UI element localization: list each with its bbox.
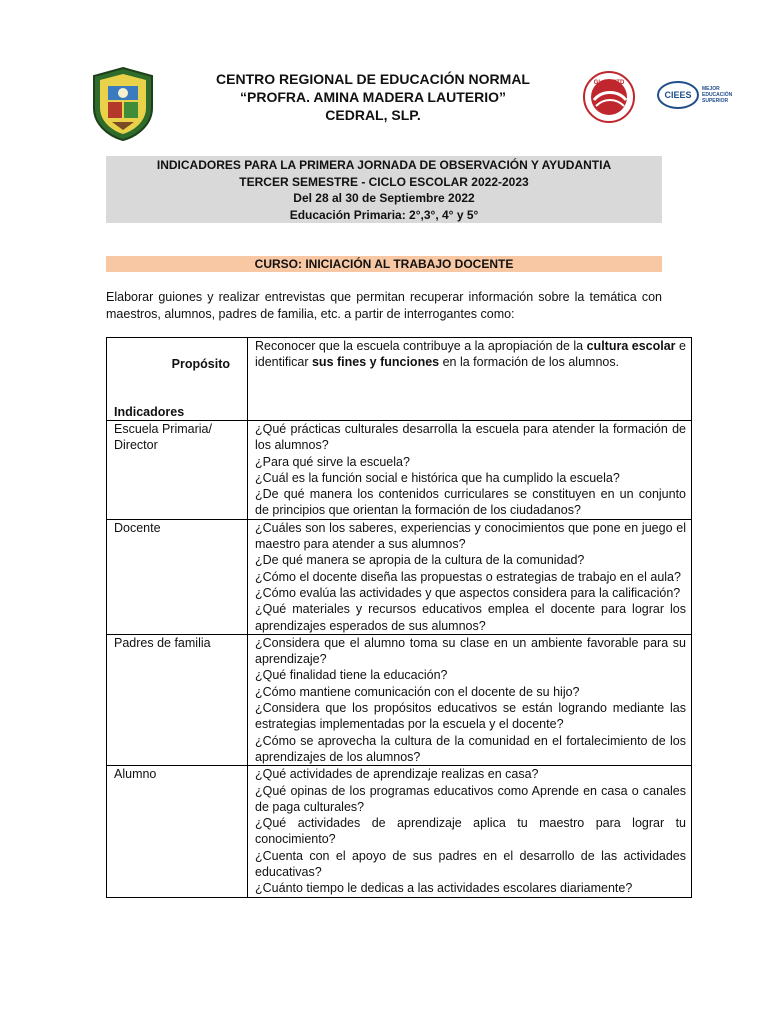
school-seal-icon — [90, 66, 156, 142]
indicators-line-3: Del 28 al 30 de Septiembre 2022 — [293, 191, 475, 205]
question: ¿Considera que el alumno toma su clase en un ambiente favorable para su aprendizaje? — [255, 635, 686, 667]
question: ¿Considera que los propósitos educativos se están logrando mediante las estrategias implementadas por la escuela y el docente? — [255, 701, 686, 732]
ciees-sub-3: SUPERIOR — [702, 98, 729, 104]
course-title: CURSO: INICIACIÓN AL TRABAJO DOCENTE — [106, 256, 662, 272]
question: ¿Cómo se aprovecha la cultura de la comunidad en el fortalecimiento de los aprendizajes de los alumnos? — [255, 733, 686, 764]
row-label: Alumno — [107, 766, 248, 897]
question: ¿Cuáles son los saberes, experiencias y conocimientos que pone en juego el maestro para atender a sus alumnos? — [255, 520, 686, 552]
row-label: Padres de familia — [107, 634, 248, 765]
indicators-line-2: TERCER SEMESTRE - CICLO ESCOLAR 2022-2023 — [239, 174, 529, 189]
document-header — [0, 0, 768, 140]
question: ¿Qué finalidad tiene la educación? — [255, 668, 448, 683]
indicators-line-1: INDICADORES PARA LA PRIMERA JORNADA DE OBSERVACIÓN Y AYUDANTIA — [156, 158, 612, 172]
row-questions — [248, 421, 692, 520]
question: ¿Qué actividades de aprendizaje aplica tu maestro para lograr tu conocimiento? — [255, 816, 686, 847]
proposito-label: Propósito — [171, 357, 230, 371]
table-row — [107, 519, 692, 634]
globalstd-logo-icon — [582, 70, 636, 124]
question: ¿Qué actividades de aprendizaje realizas en casa? — [255, 767, 539, 782]
question: ¿Cómo el docente diseña las propuestas o estrategias de trabajo en el aula? — [255, 569, 681, 584]
ciees-sub-2: EDUCACIÓN — [702, 92, 733, 98]
question: ¿Para qué sirve la escuela? — [255, 454, 410, 469]
proposito-part-2: e identificar — [255, 339, 687, 370]
proposito-bold-1: cultura escolar — [586, 339, 676, 353]
question: ¿Qué materiales y recursos educativos emplea el docente para lograr los aprendizajes esperados de sus alumnos? — [255, 602, 686, 633]
question: ¿Cuenta con el apoyo de sus padres en el desarrollo de las actividades educativas? — [255, 848, 686, 880]
row-questions — [248, 634, 692, 765]
indicadores-label: Indicadores — [114, 404, 185, 419]
question: ¿Cómo evalúa las actividades y que aspectos considera para la calificación? — [255, 585, 681, 600]
institution-name — [160, 70, 586, 124]
question: ¿De qué manera se apropia de la cultura de la comunidad? — [255, 553, 585, 568]
row-label: Escuela Primaria/ Director — [107, 421, 248, 520]
indicators-box — [106, 156, 662, 223]
proposito-part-3: en la formación de los alumnos. — [439, 355, 620, 370]
question: ¿Cómo mantiene comunicación con el docente de su hijo? — [255, 684, 580, 699]
table-header-row — [107, 338, 692, 421]
question: ¿De qué manera los contenidos curriculares se constituyen en un conjunto de principios que orientan la formación de los ciudadanos? — [255, 487, 686, 518]
table-row — [107, 634, 692, 765]
intro-paragraph: Elaborar guiones y realizar entrevistas que permitan recuperar información sobre la temática con maestros, alumnos, padres de familia, etc. a partir de interrogantes como: — [106, 290, 662, 321]
ciees-sub-1: MEJOR — [702, 86, 720, 92]
header-label-cell — [107, 338, 248, 421]
institution-line-2: “PROFRA. AMINA MADERA LAUTERIO” — [240, 89, 506, 105]
question: ¿Qué opinas de los programas educativos como Aprende en casa o canales de paga culturales? — [255, 783, 686, 814]
proposito-text — [248, 338, 692, 421]
ciees-logo-text: CIEES — [664, 90, 692, 100]
indicators-line-4: Educación Primaria: 2°,3°, 4° y 5° — [289, 207, 479, 222]
row-label: Docente — [107, 519, 248, 634]
row-questions — [248, 519, 692, 634]
table-row — [107, 766, 692, 897]
question: ¿Cuánto tiempo le dedicas a las actividades escolares diariamente? — [255, 881, 633, 896]
ciees-logo-icon — [656, 80, 736, 110]
question: ¿Cuál es la función social e histórica que ha cumplido la escuela? — [255, 470, 620, 485]
table-row — [107, 421, 692, 520]
indicators-table — [106, 337, 692, 898]
institution-line-1: CENTRO REGIONAL DE EDUCACIÓN NORMAL — [216, 71, 530, 87]
proposito-part-1: Reconocer que la escuela contribuye a la apropiación de la — [255, 339, 587, 353]
proposito-bold-2: sus fines y funciones — [311, 355, 440, 370]
row-questions — [248, 766, 692, 897]
question: ¿Qué prácticas culturales desarrolla la escuela para atender la formación de los alumnos? — [255, 422, 686, 453]
institution-line-3: CEDRAL, SLP. — [325, 107, 421, 123]
globalstd-logo-text: GlobalSTD — [593, 80, 625, 86]
